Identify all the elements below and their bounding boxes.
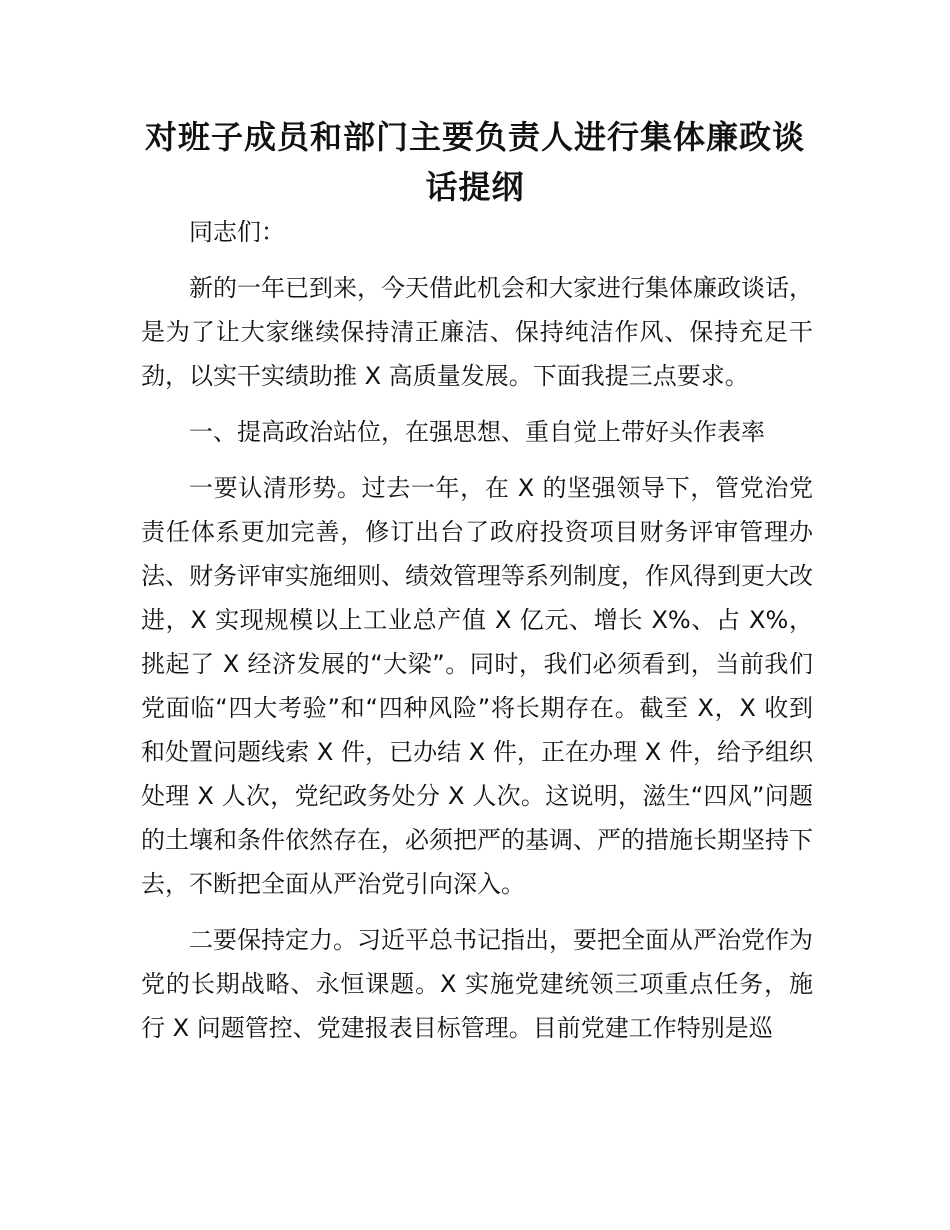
intro-paragraph: 新的一年已到来，今天借此机会和大家进行集体廉政谈话，是为了让大家继续保持清正廉洁、保持纯洁作风、保持充足干劲，以实干实绩助推 X 高质量发展。下面我提三点要求。 xyxy=(141,274,813,390)
salutation-paragraph: 同志们： xyxy=(189,218,285,246)
section-heading-1: 一、提高政治站位，在强思想、重自觉上带好头作表率 xyxy=(189,418,765,446)
document-body xyxy=(141,210,813,1062)
document-title: 对班子成员和部门主要负责人进行集体廉政谈话提纲 xyxy=(144,118,805,206)
body-paragraph-2: 二要保持定力。习近平总书记指出，要把全面从严治党作为党的长期战略、永恒课题。X 实施党建统领三项重点任务，施行 X 问题管控、党建报表目标管理。目前党建工作特别是巡 xyxy=(141,926,813,1042)
body-paragraph-1: 一要认清形势。过去一年，在 X 的坚强领导下，管党治党责任体系更加完善，修订出台了政府投资项目财务评审管理办法、财务评审实施细则、绩效管理等系列制度，作风得到更大改进，X 实现规模以上工业总产值 X 亿元、增长 X%、占 X%，挑起了 X 经济发展的“大梁”。同时，我们必须看到，当前我们党面临“四大考验”和“四种风险”将长期存在。截至 X，X 收到和处置问题线索 X 件，已办结 X 件，正在办理 X 件，给予组织处理 X 人次，党纪政务处分 X 人次。这说明，滋生“四风”问题的土壤和条件依然存在，必须把严的基调、严的措施长期坚持下去，不断把全面从严治党引向深入。 xyxy=(141,474,813,898)
